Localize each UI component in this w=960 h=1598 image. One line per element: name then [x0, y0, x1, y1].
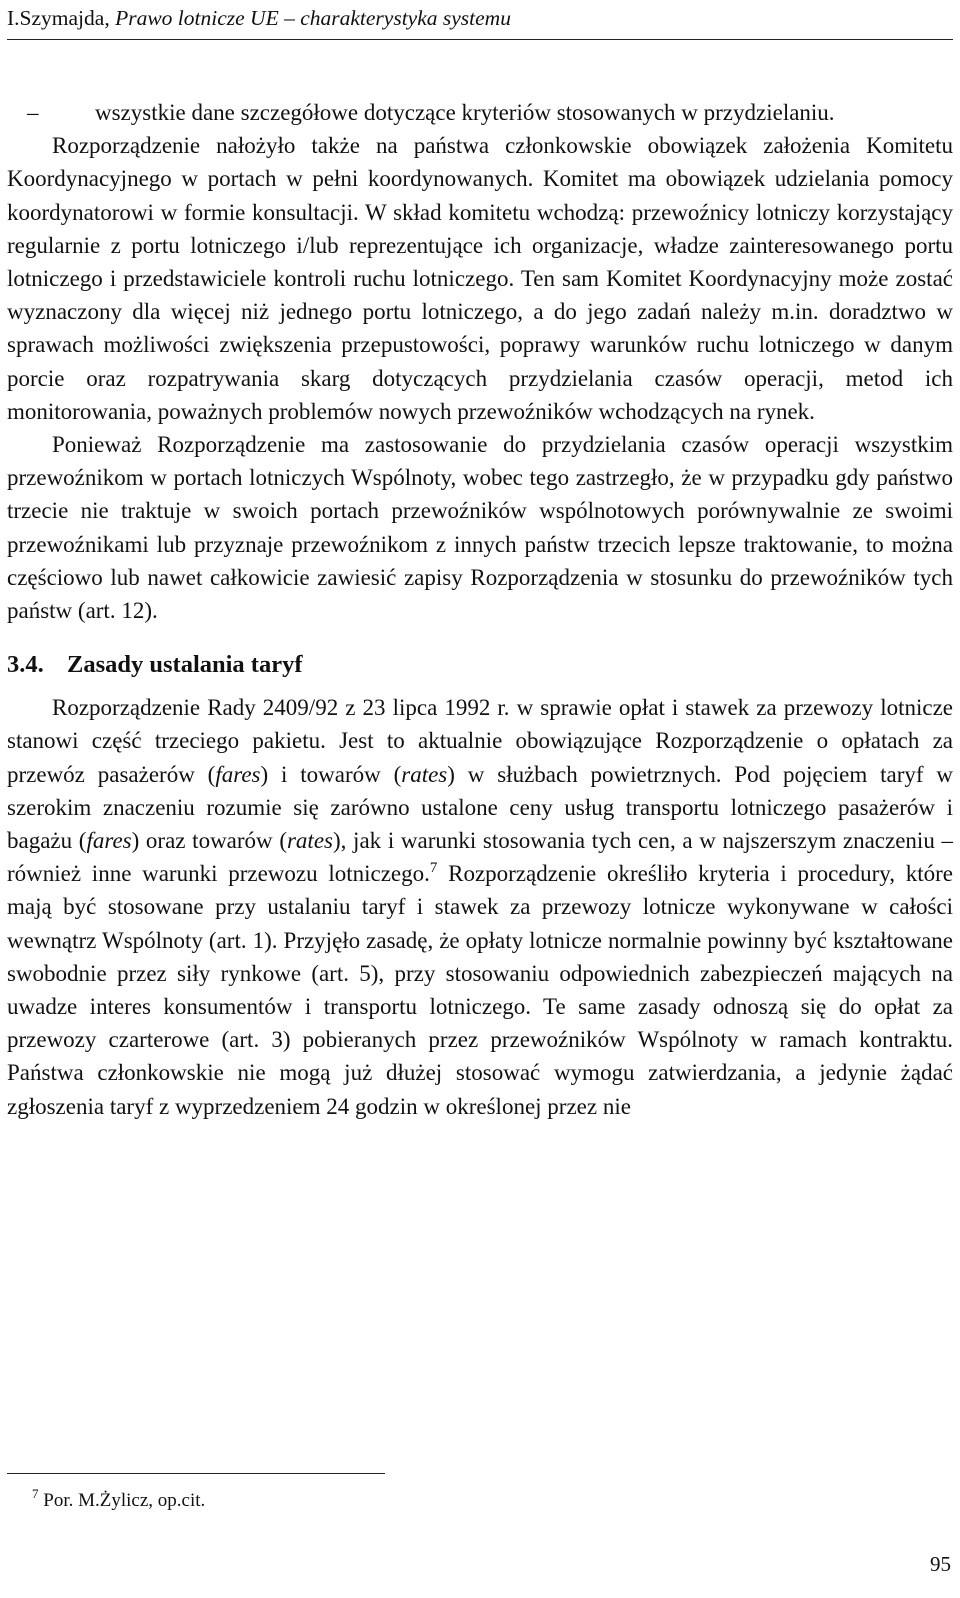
tariff-text-5: ), jak i warunki stosowania tych cen, a w najszerszym znaczeniu – również inne warunki przewozu lotniczego.	[7, 828, 953, 887]
section-number: 3.4.	[7, 651, 44, 679]
term-rates-2: rates	[286, 828, 333, 854]
page-number: 95	[930, 1552, 951, 1576]
tariff-text-6: Rozporządzenie określiło kryteria i procedury, które mają być stosowane przy ustalaniu taryf i stawek za przewozy lotnicze wykonywane w całości wewnątrz Wspólnoty (art. 1). Przyjęło zasadę, że opłaty lotnicze normalnie powinny być kształtowane swobodnie przez siły rynkowe (art. 5), przy stosowaniu odpowiednich zabezpieczeń mających na uwadze interes konsumentów i transportu lotniczego. Te same zasady odnoszą się do opłat za przewozy czarterowe (art. 3) pobieranych przez przewoźników Wspólnoty w ramach kontraktu. Państwa członkowskie nie mogą już dłużej stosować wymogu zatwierdzania, a jedynie żądać zgłoszenia taryf z wyprzedzeniem 24 godzin w określonej przez nie	[7, 861, 953, 1119]
section-title: Zasady ustalania taryf	[67, 651, 303, 679]
body-text	[7, 96, 953, 1123]
tariff-text-3: ) w służbach powietrznych. Pod pojęciem taryf w szerokim znaczeniu rozumie się zarówno ustalone ceny usług transportu lotniczego pasażerów i bagażu (	[7, 761, 954, 854]
tariff-text-4: ) oraz towarów (	[131, 828, 287, 854]
term-fares-2: fares	[86, 828, 132, 854]
dash-list-item	[7, 96, 953, 129]
term-fares: fares	[215, 761, 261, 787]
header-rule	[7, 39, 953, 40]
footnote-reference[interactable]: 7	[429, 860, 438, 877]
footnote-rule	[7, 1473, 385, 1474]
section-heading	[7, 648, 953, 681]
dash-item-text: wszystkie dane szczegółowe dotyczące kryteriów stosowanych w przydzielaniu.	[95, 100, 835, 125]
tariff-text-2: ) i towarów (	[260, 761, 402, 787]
running-header	[7, 4, 953, 32]
paragraph-third-countries: Ponieważ Rozporządzenie ma zastosowanie do przydzielania czasów operacji wszystkim przewoźnikom w portach lotniczych Wspólnoty, wobec tego zastrzegło, że w przypadku gdy państwo trzecie nie traktuje w swoich portach przewoźników wspólnotowych porównywalnie ze swoimi przewoźnikami lub przyznaje przewoźnikom z innych państw trzecich lepsze traktowanie, to można częściowo lub nawet całkowicie zawiesić zapisy Rozporządzenia w stosunku do przewoźników tych państw (art. 12).	[7, 432, 953, 624]
term-rates: rates	[401, 761, 448, 787]
paragraph-tariffs	[7, 691, 953, 1123]
paragraph-committee: Rozporządzenie nałożyło także na państwa członkowskie obowiązek założenia Komitetu Koordynacyjnego w portach w pełni koordynowanych. Komitet ma obowiązek udzielania pomocy koordynatorowi w formie konsultacji. W skład komitetu wchodzą: przewoźnicy lotniczy korzystający regularnie z portu lotniczego i/lub reprezentujące ich organizacje, władze zainteresowanego portu lotniczego i przedstawiciele kontroli ruchu lotniczego. Ten sam Komitet Koordynacyjny może zostać wyznaczony dla więcej niż jednego portu lotniczego, a do jego zadań należy m.in. doradztwo w sprawach możliwości zwiększenia przepustowości, poprawy warunków ruchu lotniczego w danym porcie oraz rozpatrywania skarg dotyczących przydzielania czasów operacji, metod ich monitorowania, poważnych problemów nowych przewoźników wchodzących na rynek.	[7, 133, 953, 424]
footnote	[32, 1486, 206, 1513]
footnote-number: 7	[32, 1486, 39, 1502]
dash-bullet: –	[27, 100, 39, 125]
header-author: I.Szymajda,	[7, 6, 116, 30]
footnote-text: Por. M.Żylicz, op.cit.	[38, 1490, 206, 1511]
header-title: Prawo lotnicze UE – charakterystyka systemu	[115, 6, 511, 30]
tariff-text-1: Rozporządzenie Rady 2409/92 z 23 lipca 1992 r. w sprawie opłat i stawek za przewozy lotnicze stanowi część trzeciego pakietu. Jest to aktualnie obowiązujące Rozporządzenie o opłatach za przewóz pasażerów (	[7, 695, 953, 787]
